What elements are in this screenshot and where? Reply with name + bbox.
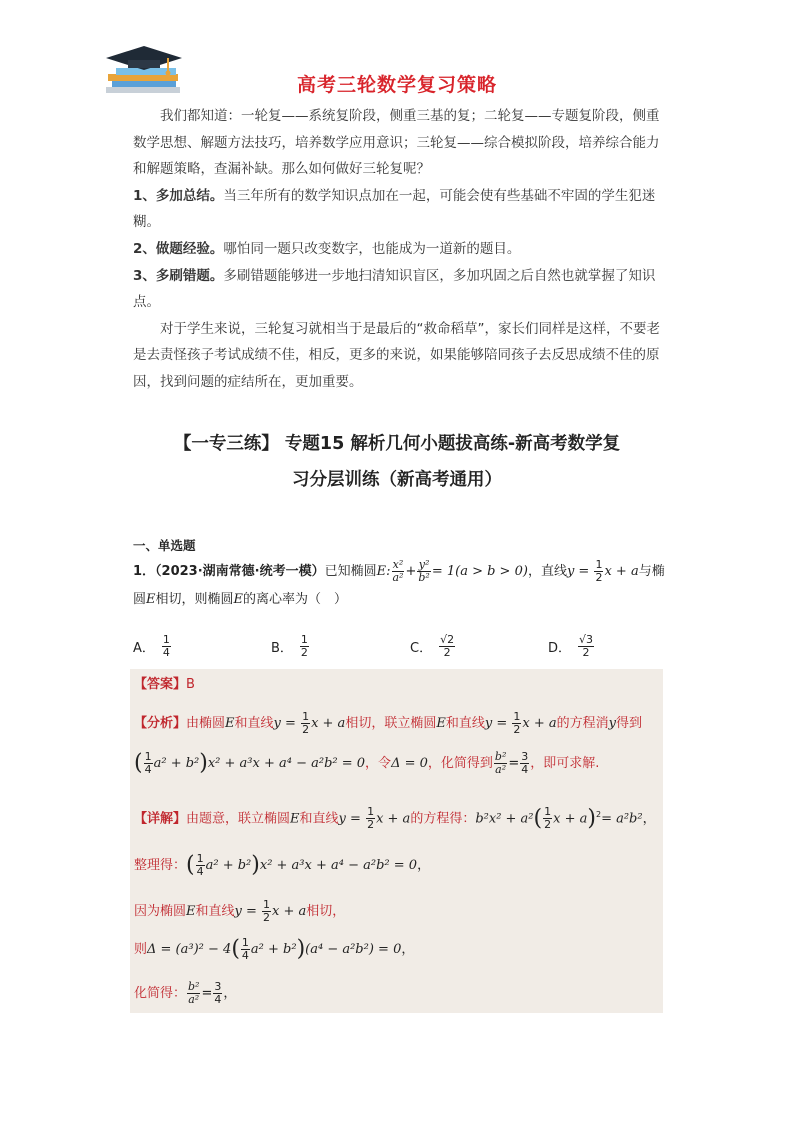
analysis-line-2: ( $\frac{1}{4}$ a² + b²)x² + a³x + a⁴ − a²b² = 0，令Δ = 0，化简得到 $\frac{\text{b²}}{\text{a²}}$ = $\frac{3}{4}$ ，即可求解. — [134, 750, 600, 776]
intro-item-3: 3、多刷错题。多刷错题能够进一步地扫清知识盲区，多加巩固之后自然也就掌握了知识点。 — [133, 267, 656, 311]
detail-line-3: 因为椭圆E和直线y = $\frac{1}{2}$ x + a相切， — [134, 898, 346, 924]
document-title: 【一专三练】 专题15 解析几何小题拔高练-新高考数学复 习分层训练（新高考通用） — [173, 434, 621, 490]
intro-item-1: 1、多加总结。当三年所有的数学知识点加在一起，可能会使有些基础不牢固的学生犯迷糊。 — [133, 187, 656, 231]
option-d[interactable]: D． $\frac{√3}{2}$ — [548, 633, 594, 659]
detail-line-5: 化简得： $\frac{\text{b²}}{\text{a²}}$ = $\frac{3}{4}$ ， — [134, 980, 237, 1006]
intro-text — [133, 103, 663, 396]
page-title: 高考三轮数学复习策略 — [296, 74, 497, 96]
solution-box — [130, 669, 663, 1013]
detail-line-2: 整理得：( $\frac{1}{4}$ a² + b²)x² + a³x + a⁴ − a²b² = 0， — [134, 852, 431, 878]
intro-paragraph-2: 对于学生来说，三轮复习就相当于是最后的“救命稻草”，家长们同样是这样，不要老是去责怪孩子考试成绩不佳，相反，更多的来说，如果能够陪同孩子去反思成绩不佳的原因，找到问题的症结所在，更加重要。 — [133, 320, 660, 390]
analysis-line-1: 【分析】由椭圆E和直线y = $\frac{1}{2}$ x + a相切，联立椭圆E和直线y = $\frac{1}{2}$ x + a的方程消y得到 — [134, 710, 642, 736]
intro-item-2: 2、做题经验。哪怕同一题只改变数字，也能成为一道新的题目。 — [133, 240, 521, 257]
answer-options — [133, 634, 673, 670]
answer-line: 【答案】B — [134, 677, 195, 692]
section-heading: 一、单选题 — [133, 538, 196, 553]
option-b[interactable]: B． $\frac{1}{2}$ — [271, 633, 308, 659]
detail-line-1: 【详解】由题意，联立椭圆E和直线y = $\frac{1}{2}$ x + a的方程得：b²x² + a²( $\frac{1}{2}$ x + a)$^2$= a²b²， — [134, 805, 656, 832]
question-1: 1．（2023·湖南常德·统考一模）已知椭圆E: $\frac{\text{x²}}{\text{a²}}$ + $\frac{\text{y²}}{\text{b²}}$ = 1(a > b > 0)，直线y = $\frac{1}{2}$ x + a与椭 圆E相切，则椭圆E的离心率为（ ） — [133, 558, 665, 607]
option-c[interactable]: C． $\frac{√2}{2}$ — [410, 633, 455, 659]
option-a[interactable]: A． $\frac{1}{4}$ — [133, 633, 170, 659]
intro-paragraph-1: 我们都知道：一轮复——系统复阶段，侧重三基的复；二轮复——专题复阶段，侧重数学思想、解题方法技巧，培养数学应用意识；三轮复——综合模拟阶段，培养综合能力和解题策略，查漏补缺。那么如何做好三轮复呢？ — [133, 108, 660, 178]
detail-line-4: 则Δ = (a³)² − 4( $\frac{1}{4}$ a² + b²)(a⁴ − a²b²) = 0， — [134, 936, 415, 962]
